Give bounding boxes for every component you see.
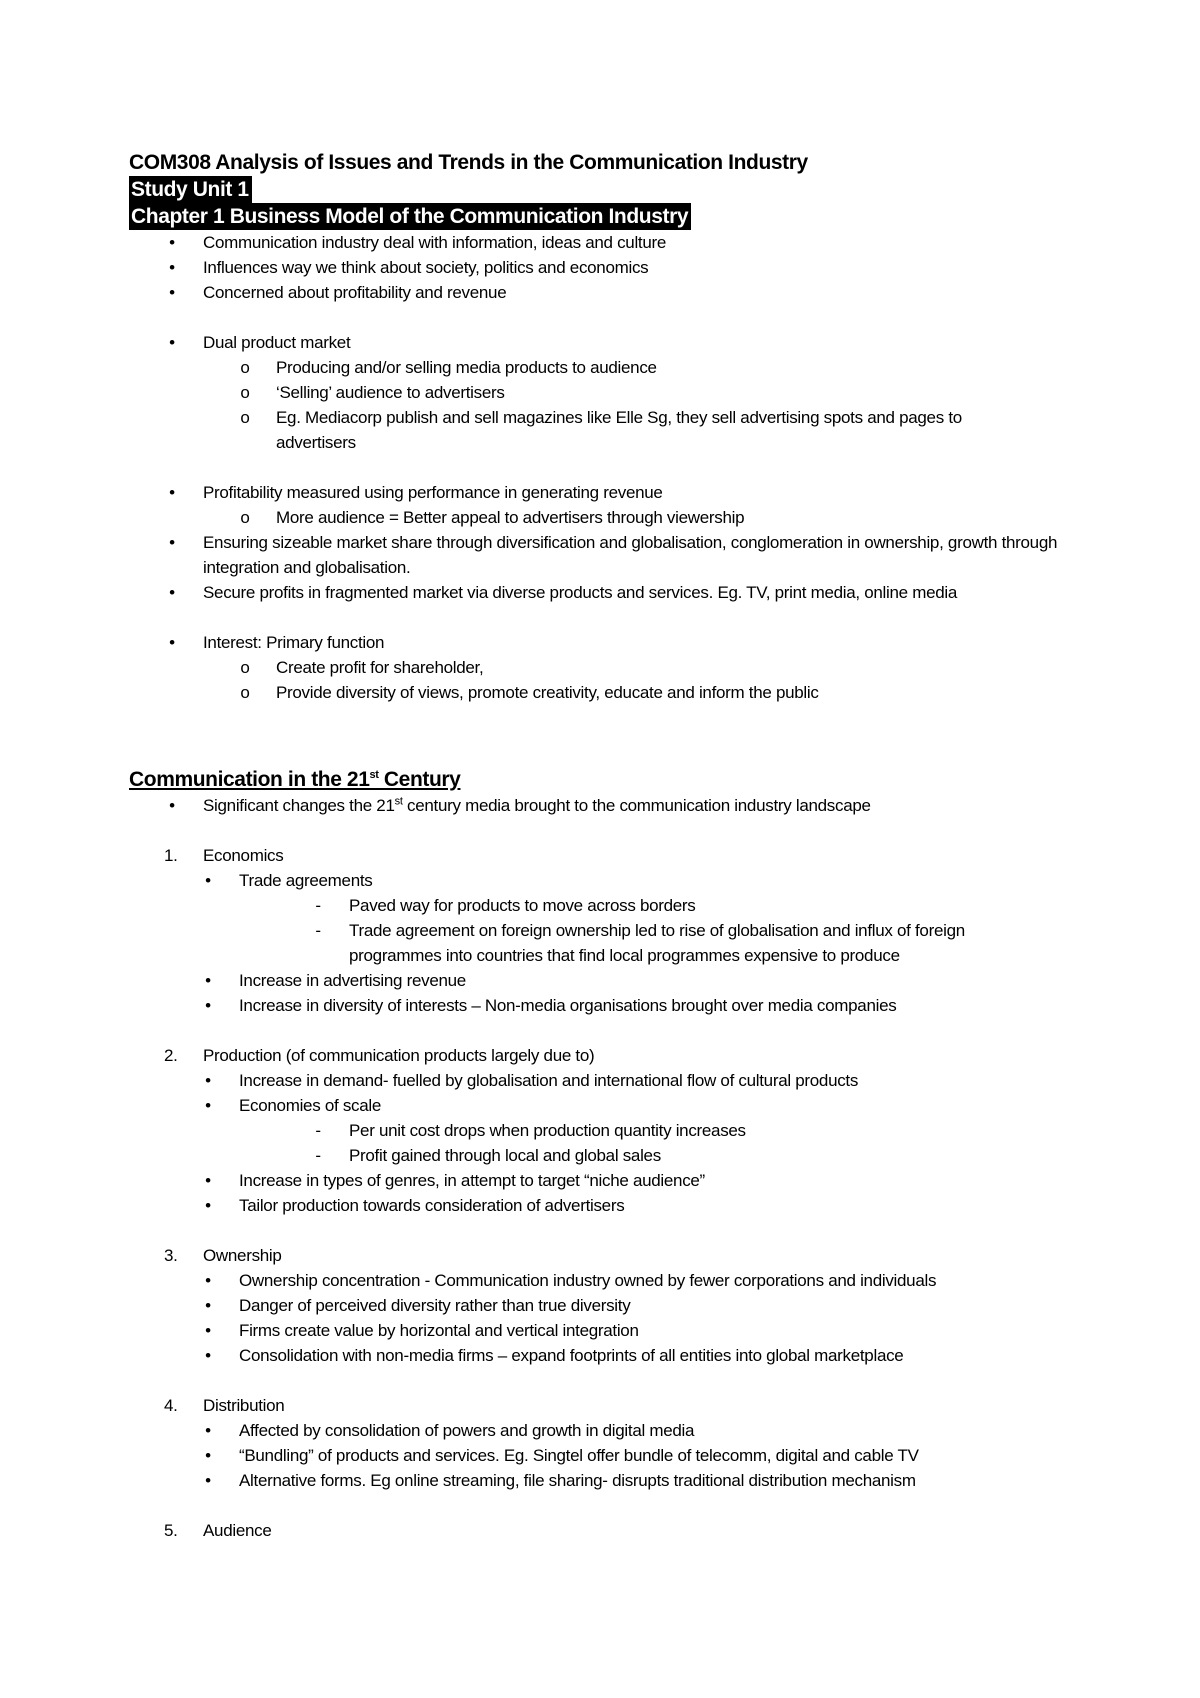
list-item-text: Distribution (203, 1396, 285, 1415)
list-item-text: Secure profits in fragmented market via diverse products and services. Eg. TV, print media, online media (203, 583, 958, 602)
list-item-text: Production (of communication products largely due to) (203, 1046, 595, 1065)
list-item-text: Producing and/or selling media products to audience (276, 358, 657, 377)
sub-list-item (129, 1193, 1089, 1218)
bullet-marker: • (169, 583, 175, 602)
bullet-marker: • (205, 1346, 211, 1365)
list-item-text: Create profit for shareholder, (276, 658, 484, 677)
list-item (129, 330, 1089, 355)
circle-marker: o (240, 508, 250, 527)
spacer (129, 305, 1089, 330)
bullet-marker: • (205, 1196, 211, 1215)
list-item-text: Influences way we think about society, politics and economics (203, 258, 649, 277)
sub-list-item (129, 1343, 1089, 1368)
list-item-text: Increase in demand- fuelled by globalisation and international flow of cultural products (239, 1071, 859, 1090)
spacer (129, 605, 1089, 630)
bullet-marker: • (205, 1471, 211, 1490)
list-item-text: century media brought to the communication industry landscape (402, 796, 871, 815)
dash-marker: - (315, 896, 321, 915)
dash-item (129, 1143, 1089, 1168)
section-heading-text: Communication in the 21 (129, 768, 370, 791)
list-item-text: Increase in diversity of interests – Non-media organisations brought over media companies (239, 996, 897, 1015)
list-item-text: Affected by consolidation of powers and growth in digital media (239, 1421, 695, 1440)
circle-marker: o (240, 408, 250, 427)
list-item-text: Eg. Mediacorp publish and sell magazines like Elle Sg, they sell advertising spots and pages to advertisers (276, 408, 962, 452)
bullet-marker: • (169, 233, 175, 252)
bullet-marker: • (205, 1421, 211, 1440)
dash-item (129, 918, 999, 968)
list-item-text: Concerned about profitability and revenue (203, 283, 507, 302)
number-marker: 1. (164, 846, 178, 865)
sub-list-item (129, 968, 1089, 993)
list-item (129, 530, 1063, 580)
list-item-text: Audience (203, 1521, 272, 1540)
list-item-text: Ownership (203, 1246, 282, 1265)
list-item (129, 255, 1089, 280)
circle-marker: o (240, 358, 250, 377)
sub-list-item (129, 1068, 1089, 1093)
dash-item (129, 1118, 1089, 1143)
dash-item (129, 893, 1089, 918)
bullet-marker: • (169, 333, 175, 352)
bullet-marker: • (169, 633, 175, 652)
bullet-marker: • (169, 258, 175, 277)
circle-marker: o (240, 658, 250, 677)
list-item-text: Increase in advertising revenue (239, 971, 466, 990)
superscript: st (369, 769, 379, 781)
spacer (129, 818, 1089, 843)
list-item-text: Trade agreements (239, 871, 373, 890)
sub-list-item (129, 655, 1089, 680)
sub-list-item (129, 1093, 1089, 1118)
number-marker: 2. (164, 1046, 178, 1065)
list-item-text: Profitability measured using performance in generating revenue (203, 483, 663, 502)
bullet-marker: • (205, 1071, 211, 1090)
bullet-marker: • (205, 971, 211, 990)
list-item (129, 630, 1089, 655)
sub-list-item (129, 1418, 1089, 1443)
bullet-marker: • (205, 1171, 211, 1190)
list-item-text: Provide diversity of views, promote creativity, educate and inform the public (276, 683, 819, 702)
bullet-marker: • (205, 1446, 211, 1465)
sub-list-item (129, 1468, 1089, 1493)
list-item-text: Paved way for products to move across borders (349, 896, 696, 915)
list-item-text: ‘Selling’ audience to advertisers (276, 383, 505, 402)
numbered-item (129, 1243, 1089, 1268)
dash-marker: - (315, 921, 321, 940)
list-item-text: “Bundling” of products and services. Eg. Singtel offer bundle of telecomm, digital and cable TV (239, 1446, 919, 1465)
dash-marker: - (315, 1121, 321, 1140)
list-item (129, 480, 1089, 505)
list-item-text: Ownership concentration - Communication industry owned by fewer corporations and individuals (239, 1271, 937, 1290)
list-item-text: Dual product market (203, 333, 351, 352)
list-item-text: Increase in types of genres, in attempt to target “niche audience” (239, 1171, 705, 1190)
spacer (129, 1218, 1089, 1243)
number-marker: 4. (164, 1396, 178, 1415)
sub-list-item (129, 868, 1089, 893)
bullet-marker: • (169, 283, 175, 302)
spacer (129, 1493, 1089, 1518)
list-item (129, 580, 1089, 605)
study-unit-heading: Study Unit 1 (129, 176, 252, 203)
list-item-text: Trade agreement on foreign ownership led to rise of globalisation and influx of foreign programmes into countries that find local programmes expensive to produce (349, 921, 965, 965)
list-item-text: Per unit cost drops when production quantity increases (349, 1121, 746, 1140)
circle-marker: o (240, 383, 250, 402)
list-item-text: Danger of perceived diversity rather than true diversity (239, 1296, 631, 1315)
list-item-text: Economies of scale (239, 1096, 382, 1115)
number-marker: 3. (164, 1246, 178, 1265)
numbered-item (129, 1518, 1089, 1543)
bullet-marker: • (205, 1271, 211, 1290)
bullet-marker: • (205, 1096, 211, 1115)
spacer (129, 705, 1089, 767)
sub-list-item (129, 993, 1089, 1018)
list-item-text: Ensuring sizeable market share through diversification and globalisation, conglomeration in ownership, growth through integration and globalisation. (203, 533, 1058, 577)
study-unit-row (129, 176, 1089, 203)
chapter-row (129, 203, 1089, 230)
bullet-marker: • (169, 796, 175, 815)
bullet-marker: • (205, 871, 211, 890)
sub-list-item (129, 1318, 1089, 1343)
dash-marker: - (315, 1146, 321, 1165)
bullet-marker: • (205, 1296, 211, 1315)
list-item-text: Firms create value by horizontal and vertical integration (239, 1321, 639, 1340)
list-item-text: Communication industry deal with information, ideas and culture (203, 233, 667, 252)
list-item (129, 280, 1089, 305)
list-item-text: Alternative forms. Eg online streaming, file sharing- disrupts traditional distribution mechanism (239, 1471, 916, 1490)
list-item (129, 230, 1089, 255)
list-item-text: Significant changes the 21 (203, 796, 395, 815)
bullet-marker: • (169, 533, 175, 552)
sub-list-item (129, 1293, 1089, 1318)
superscript: st (394, 795, 403, 808)
document-title: COM308 Analysis of Issues and Trends in the Communication Industry (129, 151, 808, 174)
bullet-marker: • (205, 1321, 211, 1340)
section-heading (129, 767, 1089, 793)
sub-list-item (129, 1168, 1089, 1193)
spacer (129, 455, 1089, 480)
document-page (129, 150, 1089, 1543)
sub-list-item (129, 1268, 1089, 1293)
bullet-marker: • (205, 996, 211, 1015)
chapter-heading: Chapter 1 Business Model of the Communication Industry (129, 203, 691, 230)
list-item (129, 793, 1089, 818)
sub-list-item (129, 505, 1089, 530)
circle-marker: o (240, 683, 250, 702)
spacer (129, 1368, 1089, 1393)
list-item-text: Economics (203, 846, 284, 865)
list-item-text: Consolidation with non-media firms – expand footprints of all entities into global marketplace (239, 1346, 904, 1365)
bullet-marker: • (169, 483, 175, 502)
numbered-item (129, 1043, 1089, 1068)
sub-list-item (129, 680, 1089, 705)
list-item-text: More audience = Better appeal to advertisers through viewership (276, 508, 745, 527)
list-item-text: Interest: Primary function (203, 633, 385, 652)
list-item-text: Tailor production towards consideration of advertisers (239, 1196, 625, 1215)
sub-list-item (129, 380, 1089, 405)
section-heading-text: Century (378, 768, 461, 791)
sub-list-item (129, 355, 1089, 380)
numbered-item (129, 1393, 1089, 1418)
number-marker: 5. (164, 1521, 178, 1540)
spacer (129, 1018, 1089, 1043)
numbered-item (129, 843, 1089, 868)
sub-list-item (129, 405, 976, 455)
sub-list-item (129, 1443, 1089, 1468)
list-item-text: Profit gained through local and global sales (349, 1146, 661, 1165)
